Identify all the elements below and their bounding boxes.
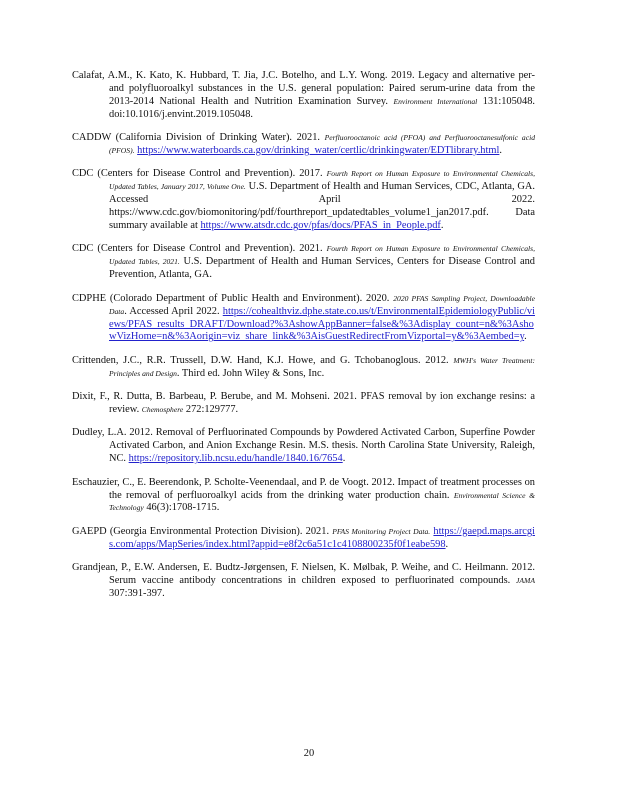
reference-item: GAEPD (Georgia Environmental Protection Division). 2021. PFAS Monitoring Project Data. https://gaepd.maps.arcgis.com/apps/MapSeries/index.html?appid=e8f2c6a51c1c4108800235f0f1eabe598. — [72, 525, 535, 550]
reference-link[interactable]: https://repository.lib.ncsu.edu/handle/1840.16/7654 — [128, 453, 343, 465]
page-number: 20 — [303, 748, 315, 759]
reference-item: Calafat, A.M., K. Kato, K. Hubbard, T. Jia, J.C. Botelho, and L.Y. Wong. 2019. Legacy and alternative per- and polyfluoroalkyl substances in the U.S. general population: Paired serum-urine data from the 2013-2014 National Health and Nutrition Examination Survey. Environment International 131:105048. doi:10.1016/j.envint.2019.105048. — [72, 70, 535, 120]
reference-item: Crittenden, J.C., R.R. Trussell, D.W. Hand, K.J. Howe, and G. Tchobanoglous. 2012. MWH's Water Treatment: Principles and Design. Third ed. John Wiley & Sons, Inc. — [72, 354, 535, 379]
reference-link[interactable]: https://gaepd.maps.arcgis.com/apps/MapSeries/index.html?appid=e8f2c6a51c1c4108800235f0f1eabe598 — [109, 525, 535, 550]
reference-item: Grandjean, P., E.W. Andersen, E. Budtz-Jørgensen, F. Nielsen, K. Mølbak, P. Weihe, and C. Heilmann. 2012. Serum vaccine antibody concentrations in children exposed to perfluorinated compounds. JAMA 307:391-397. — [72, 562, 535, 599]
reference-item: Eschauzier, C., E. Beerendonk, P. Scholte-Veenendaal, and P. de Voogt. 2012. Impact of treatment processes on the removal of perfluoroalkyl acids from the drinking water production chain. Environmental Science & Technology 46(3):1708-1715. — [72, 476, 535, 514]
reference-list — [72, 70, 535, 611]
reference-item: CDC (Centers for Disease Control and Prevention). 2017. Fourth Report on Human Exposure to Environmental Chemicals, Updated Tables, January 2017, Volume One. U.S. Department of Health and Human Services, CDC, Atlanta, GA. Accessed April 2022. https://www.cdc.gov/biomonitoring/pdf/fourthreport_updatedtables_volume1_jan2017.pdf. Data summary available at https://www.atsdr.cdc.gov/pfas/docs/PFAS_in_People.pdf. — [72, 168, 536, 232]
reference-item: CDC (Centers for Disease Control and Prevention). 2021. Fourth Report on Human Exposure to Environmental Chemicals, Updated Tables, 2021. U.S. Department of Health and Human Services, Centers for Disease Control and Prevention, Atlanta, GA. — [72, 243, 536, 281]
reference-link[interactable]: https://www.waterboards.ca.gov/drinking_water/certlic/drinkingwater/EDTlibrary.html — [137, 145, 500, 157]
reference-item: Dixit, F., R. Dutta, B. Barbeau, P. Berube, and M. Mohseni. 2021. PFAS removal by ion exchange resins: a review. Chemosphere 272:129777. — [72, 391, 535, 416]
reference-item: Dudley, L.A. 2012. Removal of Perfluorinated Compounds by Powdered Activated Carbon, Superfine Powder Activated Carbon, and Anion Exchange Resin. M.S. thesis. North Carolina State University, Raleigh, NC. https://repository.lib.ncsu.edu/handle/1840.16/7654. — [72, 427, 535, 465]
reference-link[interactable]: https://www.atsdr.cdc.gov/pfas/docs/PFAS_in_People.pdf — [200, 220, 441, 232]
reference-item: CDPHE (Colorado Department of Public Health and Environment). 2020. 2020 PFAS Sampling Project, Downloadable Data. Accessed April 2022. https://cohealthviz.dphe.state.co.us/t/EnvironmentalEpidemiologyPublic/views/PFAS_results_DRAFT/Download?%3AshowAppBanner=false&%3Adisplay_count=n&%3AshowVizHome=n&%3Aorigin=viz_share_link&%3AisGuestRedirectFromVizportal=y&%3Aembed=y. — [72, 292, 535, 343]
reference-item: CADDW (California Division of Drinking Water). 2021. Perfluorooctanoic acid (PFOA) and Perfluorooctanesulfonic acid (PFOS). https://www.waterboards.ca.gov/drinking_water/certlic/drinkingwater/EDTlibrary.html. — [72, 132, 536, 157]
reference-link[interactable]: https://cohealthviz.dphe.state.co.us/t/EnvironmentalEpidemiologyPublic/views/PFAS_results_DRAFT/Download?%3AshowAppBanner=false&%3Adisplay_count=n&%3AshowVizHome=n&%3Aorigin=viz_share_link&%3AisGuestRedirectFromVizportal=y&%3Aembed=y — [109, 305, 535, 343]
